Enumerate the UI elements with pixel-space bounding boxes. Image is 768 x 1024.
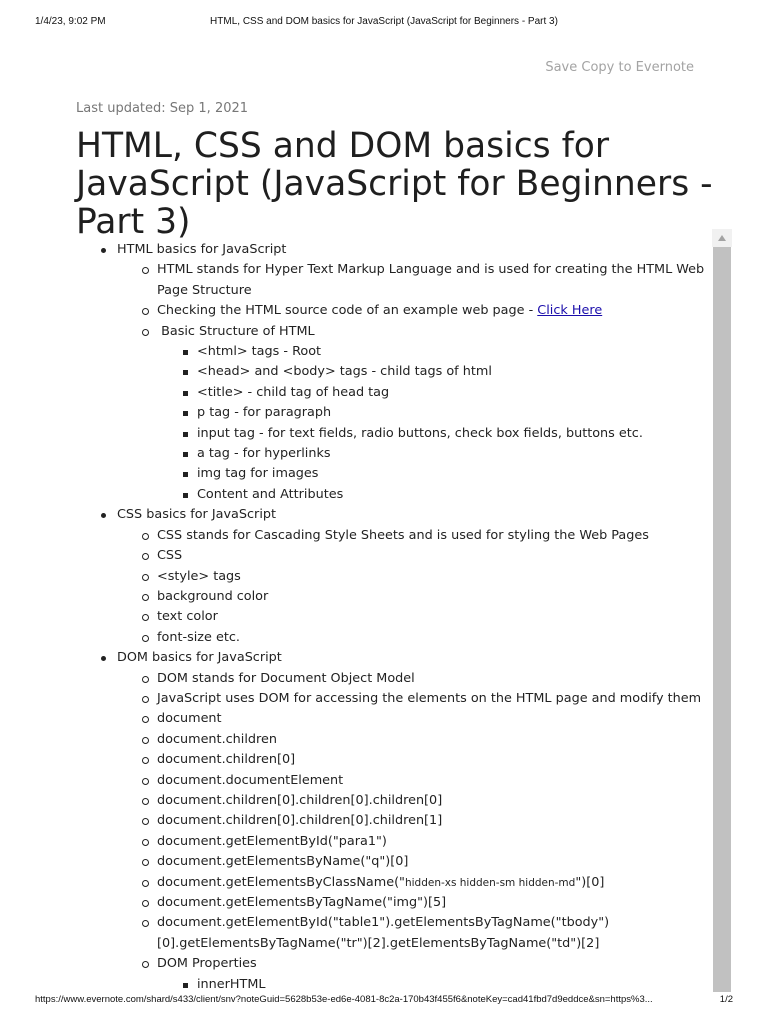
list-item: input tag - for text fields, radio buttons, check box fields, buttons etc. bbox=[157, 424, 708, 444]
triangle-up-icon bbox=[717, 234, 727, 242]
list-item-text: ")[0] bbox=[575, 874, 605, 890]
section-css-label: CSS basics for JavaScript bbox=[117, 507, 277, 523]
list-item: p tag - for paragraph bbox=[157, 403, 708, 423]
basic-structure-label: Basic Structure of HTML bbox=[157, 323, 315, 339]
list-item: document.documentElement bbox=[117, 771, 708, 791]
print-timestamp: 1/4/23, 9:02 PM bbox=[35, 16, 106, 27]
list-item-text: Checking the HTML source code of an example web page - bbox=[157, 303, 538, 319]
print-footer bbox=[35, 994, 733, 1010]
list-item: document.children bbox=[117, 730, 708, 750]
list-item: document.children[0] bbox=[117, 750, 708, 770]
print-page-title: HTML, CSS and DOM basics for JavaScript (JavaScript for Beginners - Part 3) bbox=[210, 16, 558, 27]
click-here-link[interactable]: Click Here bbox=[537, 303, 603, 319]
list-item: a tag - for hyperlinks bbox=[157, 444, 708, 464]
list-item: JavaScript uses DOM for accessing the elements on the HTML page and modify them bbox=[117, 689, 708, 709]
list-item: document bbox=[117, 709, 708, 729]
save-copy-to-evernote-link[interactable]: Save Copy to Evernote bbox=[545, 60, 694, 75]
list-item: <html> tags - Root bbox=[157, 342, 708, 362]
list-item bbox=[117, 954, 708, 992]
list-item: <head> and <body> tags - child tags of html bbox=[157, 362, 708, 382]
list-item: document.getElementById("para1") bbox=[117, 832, 708, 852]
list-item: text color bbox=[117, 607, 708, 627]
list-item: document.getElementsByTagName("img")[5] bbox=[117, 893, 708, 913]
list-item: <style> tags bbox=[117, 567, 708, 587]
list-item: Content and Attributes bbox=[157, 485, 708, 505]
sublist bbox=[157, 342, 708, 505]
section-html-label: HTML basics for JavaScript bbox=[117, 242, 287, 257]
print-url: https://www.evernote.com/shard/s433/client/snv?noteGuid=5628b53e-ed6e-4081-8c2a-170b43f455f6&noteKey=cad41fbd7d9eddce&sn=https%3... bbox=[35, 994, 653, 1005]
list-item: HTML stands for Hyper Text Markup Language and is used for creating the HTML Web Page Structure bbox=[117, 260, 708, 301]
sublist bbox=[117, 260, 708, 505]
list-item bbox=[76, 648, 708, 992]
list-item-text: document.getElementsByClassName(" bbox=[157, 874, 405, 890]
list-item: font-size etc. bbox=[117, 628, 708, 648]
list-item: background color bbox=[117, 587, 708, 607]
scroll-up-button[interactable] bbox=[712, 229, 732, 247]
scrollbar-thumb[interactable] bbox=[713, 247, 731, 992]
list-item bbox=[117, 873, 708, 893]
list-item bbox=[76, 505, 708, 648]
list-item: document.children[0].children[0].children[1] bbox=[117, 811, 708, 831]
list-item bbox=[117, 301, 708, 321]
page-number: 1/2 bbox=[719, 994, 733, 1005]
list-item: innerHTML bbox=[157, 975, 708, 992]
list-item bbox=[117, 322, 708, 506]
list-item bbox=[76, 240, 708, 505]
print-header bbox=[35, 16, 733, 32]
note-content bbox=[76, 240, 708, 992]
list-item: DOM stands for Document Object Model bbox=[117, 669, 708, 689]
list-item: document.children[0].children[0].children[0] bbox=[117, 791, 708, 811]
dom-properties-label: DOM Properties bbox=[157, 956, 257, 972]
class-name-argument: hidden-xs hidden-sm hidden-md bbox=[404, 876, 576, 889]
last-updated: Last updated: Sep 1, 2021 bbox=[76, 101, 249, 116]
list-item: CSS bbox=[117, 546, 708, 566]
list-item: img tag for images bbox=[157, 464, 708, 484]
sublist bbox=[117, 526, 708, 648]
section-dom-label: DOM basics for JavaScript bbox=[117, 650, 282, 666]
sublist bbox=[117, 669, 708, 992]
list-item: document.getElementById("table1").getElementsByTagName("tbody")[0].getElementsByTagName("tr")[2].getElementsByTagName("td")[2] bbox=[117, 913, 708, 954]
note-title: HTML, CSS and DOM basics for JavaScript (JavaScript for Beginners - Part 3) bbox=[76, 126, 713, 242]
list-item: document.getElementsByName("q")[0] bbox=[117, 852, 708, 872]
outline-list bbox=[76, 240, 708, 992]
sublist bbox=[157, 975, 708, 992]
list-item: <title> - child tag of head tag bbox=[157, 383, 708, 403]
list-item: CSS stands for Cascading Style Sheets and is used for styling the Web Pages bbox=[117, 526, 708, 546]
